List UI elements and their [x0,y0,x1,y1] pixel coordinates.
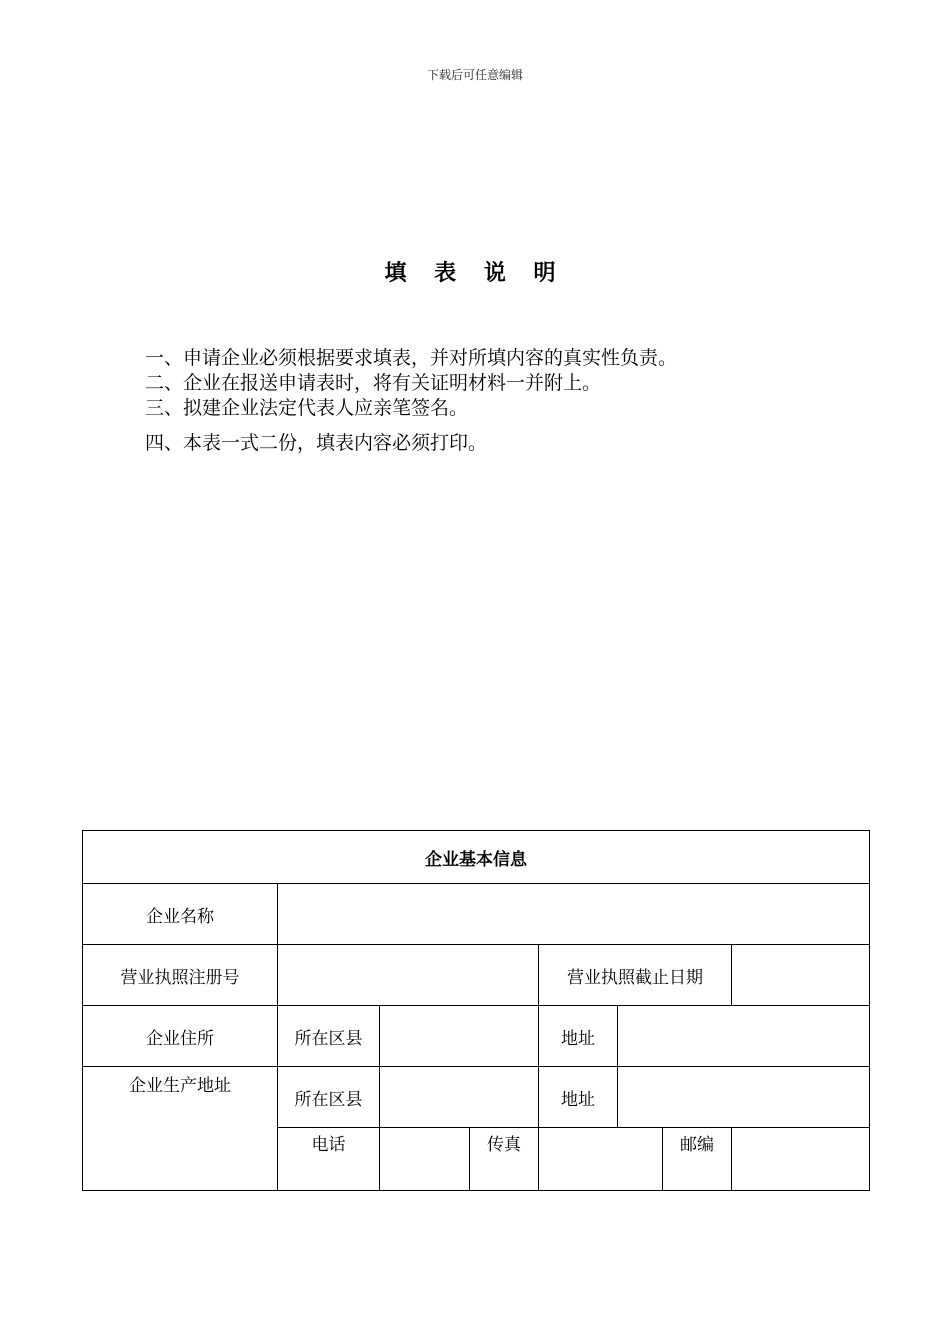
production-address-field[interactable] [618,1067,870,1128]
company-name-field[interactable] [278,884,870,945]
license-number-field[interactable] [278,945,539,1006]
production-district-label: 所在区县 [278,1067,380,1128]
fax-label: 传真 [470,1128,539,1191]
phone-label: 电话 [278,1128,380,1191]
fax-field[interactable] [539,1128,663,1191]
license-expiry-label: 营业执照截止日期 [539,945,732,1006]
instruction-item: 一、申请企业必须根据要求填表，并对所填内容的真实性负责。 [145,347,678,369]
postcode-field[interactable] [732,1128,870,1191]
instructions-list [145,346,865,456]
table-heading: 企业基本信息 [83,831,870,884]
instruction-item: 二、企业在报送申请表时，将有关证明材料一并附上。 [145,372,602,394]
license-expiry-field[interactable] [732,945,870,1006]
company-info-table [82,830,870,1191]
license-number-label: 营业执照注册号 [83,945,278,1006]
instruction-item: 四、本表一式二份，填表内容必须打印。 [145,432,488,454]
production-address-label-2: 地址 [539,1067,618,1128]
residence-district-field[interactable] [380,1006,539,1067]
instruction-item: 三、拟建企业法定代表人应亲笔签名。 [145,397,469,419]
page-title: 填 表 说 明 [384,261,566,286]
residence-address-label: 地址 [539,1006,618,1067]
postcode-label: 邮编 [663,1128,732,1191]
production-district-field[interactable] [380,1067,539,1128]
header-note: 下载后可任意编辑 [426,68,523,82]
production-address-label: 企业生产地址 [83,1067,278,1191]
residence-address-field[interactable] [618,1006,870,1067]
residence-label: 企业住所 [83,1006,278,1067]
phone-field[interactable] [380,1128,470,1191]
residence-district-label: 所在区县 [278,1006,380,1067]
company-name-label: 企业名称 [83,884,278,945]
